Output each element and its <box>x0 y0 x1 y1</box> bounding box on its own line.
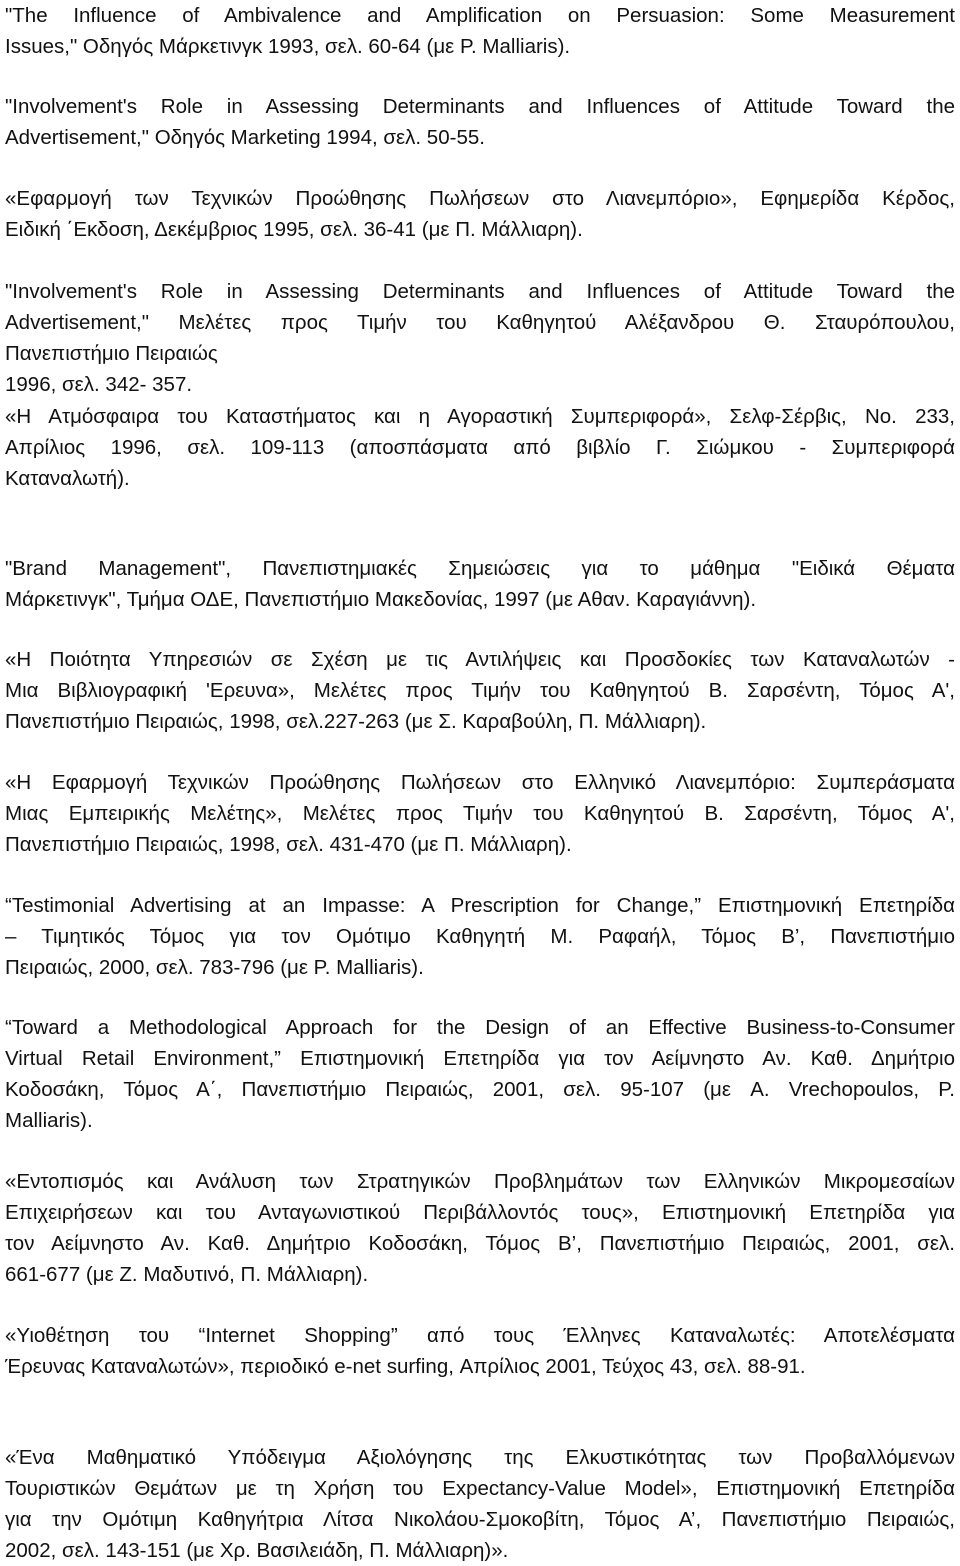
reference-line: Malliaris). <box>5 1109 93 1132</box>
reference-line: Issues," Οδηγός Μάρκετινγκ 1993, σελ. 60-64 (με P. Malliaris). <box>5 35 571 58</box>
reference-item <box>5 401 955 494</box>
reference-line: "Brand Management", Πανεπιστημιακές Σημειώσεις για το μάθημα "Ειδικά Θέματα <box>5 557 955 580</box>
reference-line: Advertisement," Οδηγός Marketing 1994, σελ. 50-55. <box>5 126 485 149</box>
reference-line: Έρευνας Καταναλωτών», περιοδικό e-net surfing, Απρίλιος 2001, Τεύχος 43, σελ. 88-91. <box>5 1355 806 1378</box>
reference-item <box>5 183 955 245</box>
reference-item <box>5 767 955 860</box>
reference-line: τον Αείμνηστο Αν. Καθ. Δημήτριο Κοδοσάκη, Τόμος Β’, Πανεπιστήμιο Πειραιώς, 2001, σελ. <box>5 1232 955 1255</box>
reference-line: Καταναλωτή). <box>5 467 130 490</box>
reference-item <box>5 644 955 737</box>
reference-line: – Τιμητικός Τόμος για τον Ομότιμο Καθηγητή Μ. Ραφαήλ, Τόμος Β’, Πανεπιστήμιο <box>5 925 955 948</box>
reference-item <box>5 1012 955 1136</box>
reference-item <box>5 276 955 400</box>
reference-item <box>5 1442 955 1566</box>
reference-item <box>5 1320 955 1382</box>
reference-line: Μιας Εμπειρικής Μελέτης», Μελέτες προς Τιμήν του Καθηγητού Β. Σαρσέντη, Τόμος Α', <box>5 802 955 825</box>
reference-item <box>5 553 955 615</box>
reference-line: «Εντοπισμός και Ανάλυση των Στρατηγικών Προβλημάτων των Ελληνικών Μικρομεσαίων <box>5 1170 955 1193</box>
reference-line: Κοδοσάκη, Τόμος Α΄, Πανεπιστήμιο Πειραιώς, 2001, σελ. 95-107 (με A. Vrechopoulos, P. <box>5 1078 955 1101</box>
reference-line: Advertisement," Μελέτες προς Τιμήν του Καθηγητού Αλέξανδρου Θ. Σταυρόπουλου, <box>5 311 955 334</box>
reference-line: "Involvement's Role in Assessing Determinants and Influences of Attitude Toward the <box>5 280 955 303</box>
reference-line: «Η Εφαρμογή Τεχνικών Προώθησης Πωλήσεων στο Ελληνικό Λιανεμπόριο: Συμπεράσματα <box>5 771 955 794</box>
reference-line: 661-677 (με Ζ. Μαδυτινό, Π. Μάλλιαρη). <box>5 1263 369 1286</box>
reference-line: Virtual Retail Environment,” Επιστημονική Επετηρίδα για τον Αείμνηστο Αν. Καθ. Δημήτριο <box>5 1047 955 1070</box>
reference-line: Μάρκετινγκ", Τμήμα ΟΔΕ, Πανεπιστήμιο Μακεδονίας, 1997 (με Αθαν. Καραγιάννη). <box>5 588 757 611</box>
reference-line: 2002, σελ. 143-151 (με Χρ. Βασιλειάδη, Π. Μάλλιαρη)». <box>5 1539 509 1562</box>
reference-line: Ειδική ΄Εκδοση, Δεκέμβριος 1995, σελ. 36-41 (με Π. Μάλλιαρη). <box>5 218 583 241</box>
reference-item <box>5 91 955 153</box>
reference-item <box>5 1166 955 1290</box>
reference-line: «Η Ποιότητα Υπηρεσιών σε Σχέση με τις Αντιλήψεις και Προσδοκίες των Καταναλωτών - <box>5 648 955 671</box>
reference-line: Μια Βιβλιογραφική 'Ερευνα», Μελέτες προς Τιμήν του Καθηγητού Β. Σαρσέντη, Τόμος Α', <box>5 679 955 702</box>
reference-line: «Υιοθέτηση του “Internet Shopping” από τους Έλληνες Καταναλωτές: Αποτελέσματα <box>5 1324 955 1347</box>
reference-line: «Η Ατμόσφαιρα του Καταστήματος και η Αγοραστική Συμπεριφορά», Σελφ-Σέρβις, No. 233, <box>5 405 955 428</box>
reference-line: "Involvement's Role in Assessing Determinants and Influences of Attitude Toward the <box>5 95 955 118</box>
reference-line: 1996, σελ. 342- 357. <box>5 373 193 396</box>
reference-line: “Testimonial Advertising at an Impasse: A Prescription for Change,” Επιστημονική Επετηρίδα <box>5 894 955 917</box>
reference-line: Πανεπιστήμιο Πειραιώς <box>5 342 218 365</box>
reference-line: Απρίλιος 1996, σελ. 109-113 (αποσπάσματα από βιβλίο Γ. Σιώμκου - Συμπεριφορά <box>5 436 955 459</box>
reference-line: "The Influence of Ambivalence and Amplification on Persuasion: Some Measurement <box>5 4 955 27</box>
reference-line: Επιχειρήσεων και του Ανταγωνιστικού Περιβάλλοντός τους», Επιστημονική Επετηρίδα για <box>5 1201 955 1224</box>
reference-line: “Toward a Methodological Approach for the Design of an Effective Business-to-Consumer <box>5 1016 955 1039</box>
reference-line: «Ένα Μαθηματικό Υπόδειγμα Αξιολόγησης της Ελκυστικότητας των Προβαλλόμενων <box>5 1446 955 1469</box>
reference-item <box>5 0 955 62</box>
reference-line: για την Ομότιμη Καθηγήτρια Λίτσα Νικολάου-Σμοκοβίτη, Τόμος Α’, Πανεπιστήμιο Πειραιώς, <box>5 1508 955 1531</box>
reference-line: Πανεπιστήμιο Πειραιώς, 1998, σελ.227-263 (με Σ. Καραβούλη, Π. Μάλλιαρη). <box>5 710 707 733</box>
reference-line: Πειραιώς, 2000, σελ. 783-796 (με P. Malliaris). <box>5 956 424 979</box>
reference-item <box>5 890 955 983</box>
reference-line: Πανεπιστήμιο Πειραιώς, 1998, σελ. 431-470 (με Π. Μάλλιαρη). <box>5 833 572 856</box>
reference-line: «Εφαρμογή των Τεχνικών Προώθησης Πωλήσεων στο Λιανεμπόριο», Εφημερίδα Κέρδος, <box>5 187 955 210</box>
reference-line: Τουριστικών Θεμάτων με τη Χρήση του Expectancy-Value Model», Επιστημονική Επετηρίδα <box>5 1477 955 1500</box>
